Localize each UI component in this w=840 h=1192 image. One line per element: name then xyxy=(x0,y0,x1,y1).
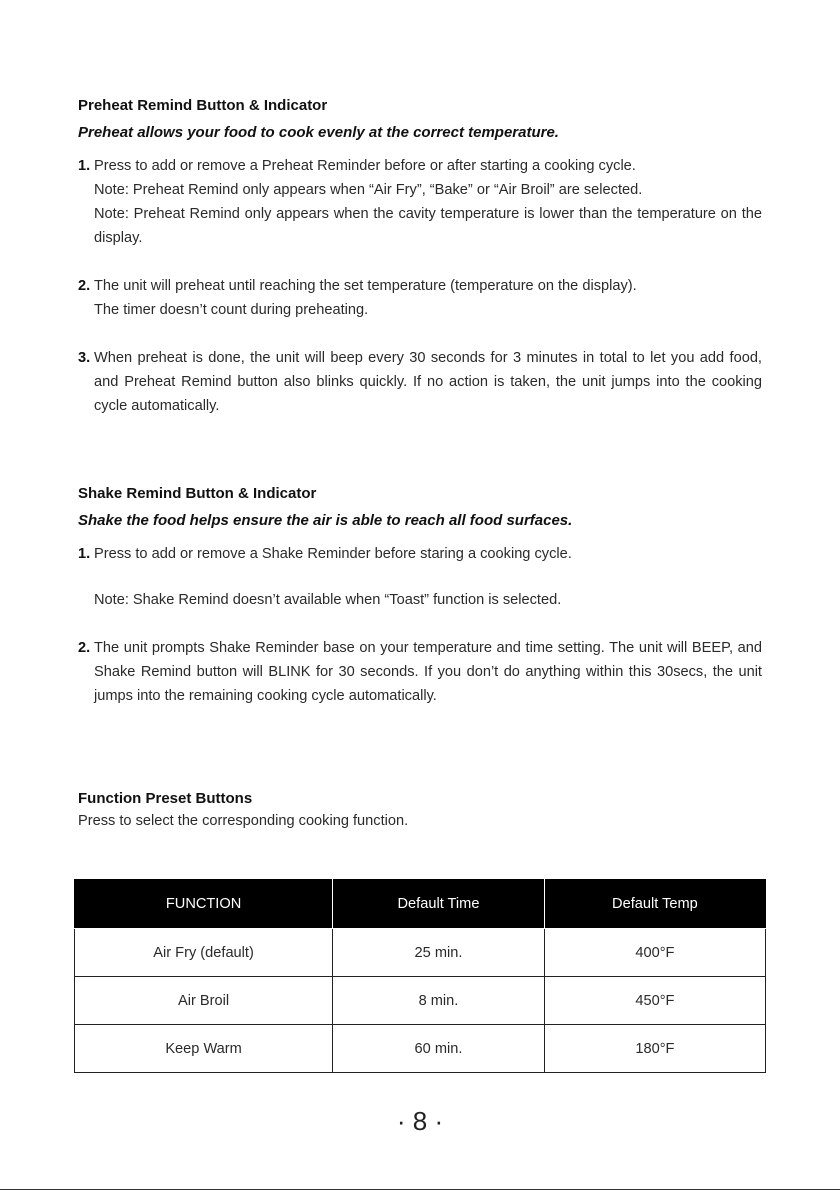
item-note: Note: Shake Remind doesn’t available when “Toast” function is selected. xyxy=(94,592,562,608)
shake-section xyxy=(78,485,762,708)
shake-item-2 xyxy=(78,636,762,708)
shake-heading: Shake Remind Button & Indicator xyxy=(78,485,317,502)
table-row xyxy=(75,929,766,977)
item-line: Press to add or remove a Preheat Reminder before or after starting a cooking cycle. xyxy=(94,158,636,174)
page-number: · 8 · xyxy=(396,1106,444,1136)
item-number: 2. xyxy=(78,278,91,294)
item-line: The timer doesn’t count during preheating. xyxy=(94,302,369,318)
item-number: 3. xyxy=(78,350,91,366)
item-line: The unit will preheat until reaching the set temperature (temperature on the display). xyxy=(94,278,637,294)
item-number: 1. xyxy=(78,546,91,562)
item-number: 1. xyxy=(78,158,91,174)
table-header-row xyxy=(75,880,766,929)
table-cell-time: 8 min. xyxy=(333,977,545,1025)
shake-item-1 xyxy=(78,542,762,612)
table-cell-temp: 180°F xyxy=(544,1025,765,1073)
preheat-item-3 xyxy=(78,346,762,418)
bottom-divider xyxy=(0,1189,840,1190)
table-cell-function: Air Fry (default) xyxy=(75,929,333,977)
table-cell-time: 60 min. xyxy=(333,1025,545,1073)
preheat-item-1 xyxy=(78,154,762,250)
item-note: Note: Preheat Remind only appears when “Air Fry”, “Bake” or “Air Broil” are selected. xyxy=(94,182,643,198)
preheat-heading: Preheat Remind Button & Indicator xyxy=(78,97,328,114)
table-cell-function: Keep Warm xyxy=(75,1025,333,1073)
column-header-function: FUNCTION xyxy=(75,880,333,929)
table-row xyxy=(75,1025,766,1073)
item-number: 2. xyxy=(78,640,91,656)
item-line: The unit prompts Shake Reminder base on your temperature and time setting. The unit will BEEP, and Shake Remind button will BLINK for 30 seconds. If you don’t do anything within this 30secs, the unit jumps into the remaining cooking cycle automatically. xyxy=(94,640,762,704)
item-note: Note: Preheat Remind only appears when the cavity temperature is lower than the temperature on the display. xyxy=(94,206,762,246)
preheat-item-2 xyxy=(78,274,762,322)
preheat-subheading: Preheat allows your food to cook evenly at the correct temperature. xyxy=(78,124,559,141)
column-header-default-time: Default Time xyxy=(333,880,545,929)
item-line: When preheat is done, the unit will beep every 30 seconds for 3 minutes in total to let you add food, and Preheat Remind button also blinks quickly. If no action is taken, the unit jumps into the cooking cycle automatically. xyxy=(94,350,762,414)
item-line: Press to add or remove a Shake Reminder before staring a cooking cycle. xyxy=(94,546,572,562)
function-table xyxy=(74,879,766,1073)
preheat-section xyxy=(78,97,762,418)
column-header-default-temp: Default Temp xyxy=(544,880,765,929)
table-cell-function: Air Broil xyxy=(75,977,333,1025)
function-preset-section xyxy=(78,790,762,833)
function-preset-heading: Function Preset Buttons xyxy=(78,790,253,807)
function-preset-text: Press to select the corresponding cooking function. xyxy=(78,813,409,829)
table-cell-temp: 400°F xyxy=(544,929,765,977)
table-cell-time: 25 min. xyxy=(333,929,545,977)
table-row xyxy=(75,977,766,1025)
shake-subheading: Shake the food helps ensure the air is able to reach all food surfaces. xyxy=(78,512,573,529)
table-cell-temp: 450°F xyxy=(544,977,765,1025)
